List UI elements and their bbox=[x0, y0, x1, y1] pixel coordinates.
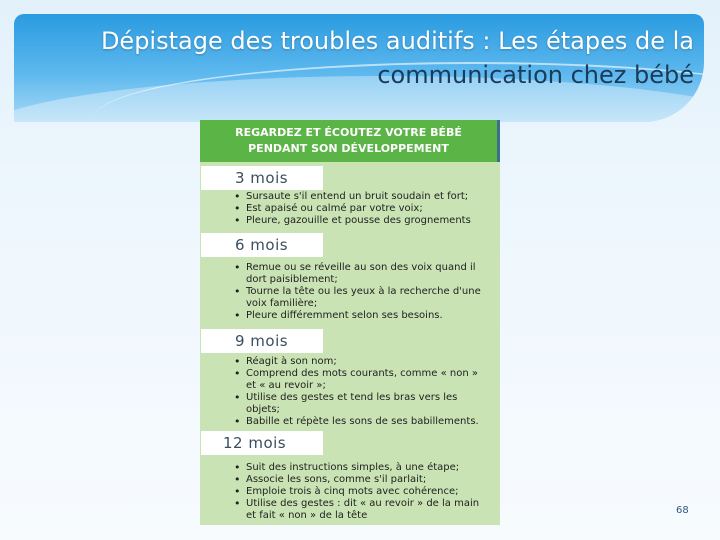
list-item: • Comprend des mots courants, comme « non » et « au revoir »; bbox=[232, 368, 490, 392]
milestone-list-12-months bbox=[232, 462, 490, 522]
milestone-list-9-months bbox=[232, 356, 490, 428]
list-item: • Réagit à son nom; bbox=[232, 356, 490, 368]
slide-title bbox=[54, 24, 694, 92]
age-label-3-months: 3 mois bbox=[201, 166, 323, 190]
milestone-list-3-months bbox=[232, 191, 490, 227]
panel-header-line2: PENDANT SON DÉVELOPPEMENT bbox=[248, 142, 449, 155]
page-number: 68 bbox=[676, 505, 689, 516]
list-item: • Sursaute s'il entend un bruit soudain et fort; bbox=[232, 191, 490, 203]
age-label-12-months: 12 mois bbox=[201, 431, 323, 455]
age-label-9-months: 9 mois bbox=[201, 329, 323, 353]
list-item: • Utilise des gestes et tend les bras vers les objets; bbox=[232, 392, 490, 416]
slide-title-line1: Dépistage des troubles auditifs : Les étapes de la bbox=[100, 27, 694, 55]
list-item: • Est apaisé ou calmé par votre voix; bbox=[232, 203, 490, 215]
panel-header-line1: REGARDEZ ET ÉCOUTEZ VOTRE BÉBÉ bbox=[235, 126, 462, 139]
panel-header bbox=[200, 120, 500, 162]
list-item: • Suit des instructions simples, à une étape; bbox=[232, 462, 490, 474]
list-item: • Babille et répète les sons de ses babillements. bbox=[232, 416, 490, 428]
milestone-list-6-months bbox=[232, 262, 490, 322]
list-item: • Emploie trois à cinq mots avec cohérence; bbox=[232, 486, 490, 498]
list-item: • Tourne la tête ou les yeux à la recherche d'une voix familière; bbox=[232, 286, 490, 310]
list-item: • Pleure, gazouille et pousse des grognements bbox=[232, 215, 490, 227]
list-item: • Associe les sons, comme s'il parlait; bbox=[232, 474, 490, 486]
list-item: • Utilise des gestes : dit « au revoir » de la main et fait « non » de la tête bbox=[232, 498, 490, 522]
age-label-6-months: 6 mois bbox=[201, 233, 323, 257]
list-item: • Pleure différemment selon ses besoins. bbox=[232, 310, 490, 322]
list-item: • Remue ou se réveille au son des voix quand il dort paisiblement; bbox=[232, 262, 490, 286]
development-panel bbox=[200, 120, 500, 525]
slide-title-line2: communication chez bébé bbox=[377, 61, 694, 89]
